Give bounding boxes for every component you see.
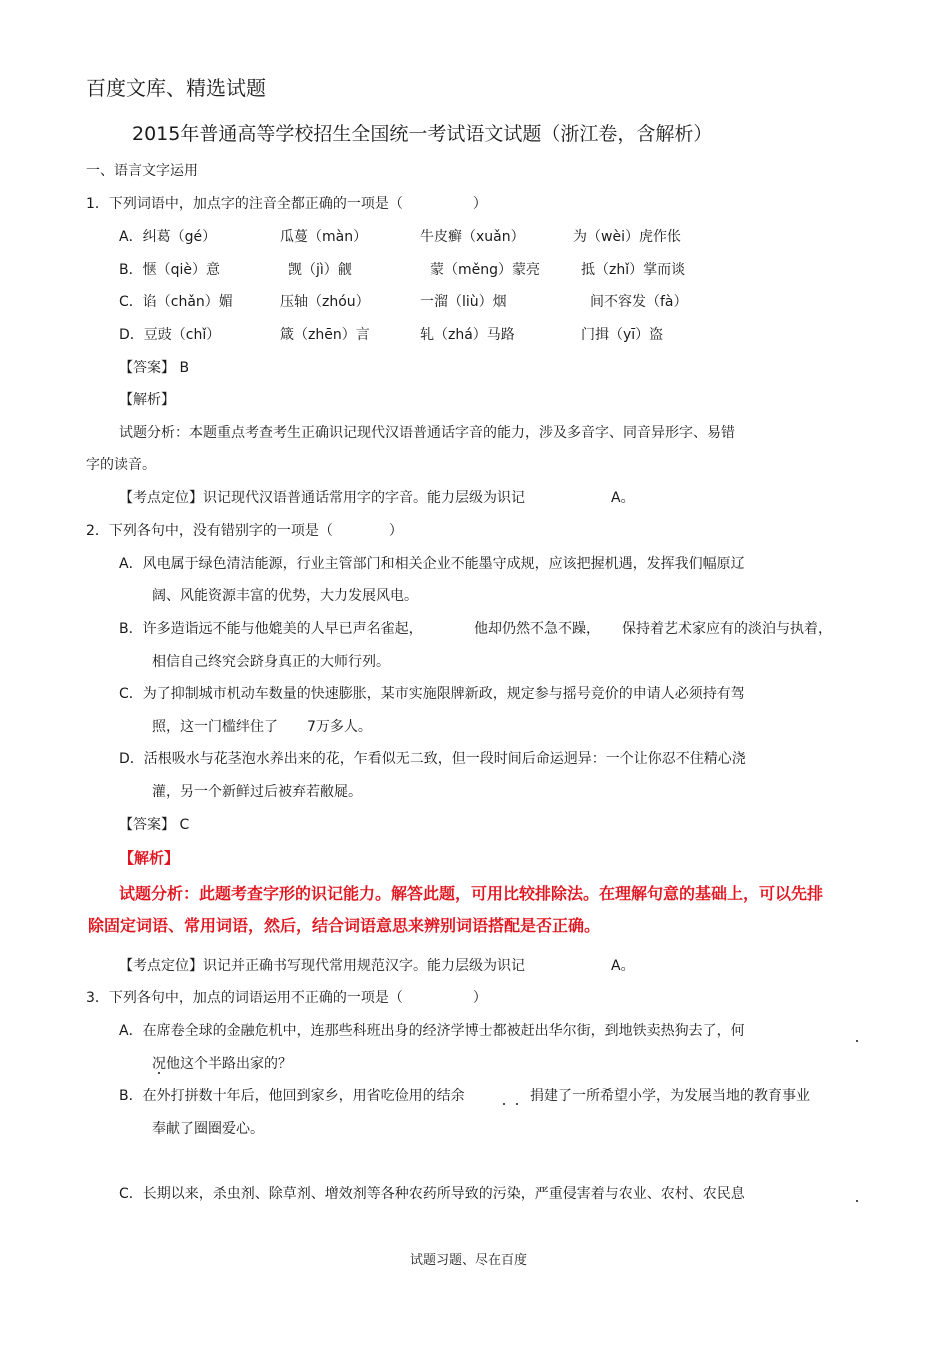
q3-b-line-1b: 捐建了一所希望小学，为发展当地的教育事业 xyxy=(530,1088,810,1104)
q2-d-line-2: 灌，另一个新鲜过后被弃若敝屣。 xyxy=(152,784,362,800)
emphasis-dot xyxy=(516,1103,518,1105)
q2-b-line-1c: 保持着艺术家应有的淡泊与执着， xyxy=(622,621,832,637)
q1-d-word-1: D．豆豉（chǐ） xyxy=(119,327,221,343)
q3-c-line-1: C．长期以来，杀虫剂、除草剂、增效剂等各种农药所导致的污染，严重侵害着与农业、农村、农民息 xyxy=(119,1186,745,1202)
q1-jiexi-label: 【解析】 xyxy=(119,392,175,408)
q3-b-line-1a: B．在外打拼数十年后，他回到家乡，用省吃俭用的结余 xyxy=(119,1088,465,1104)
q2-jiexi-label: 【解析】 xyxy=(119,849,180,867)
q1-c-word-4: 间不容发（fà） xyxy=(590,294,688,310)
q1-level: A。 xyxy=(611,490,635,506)
q1-a-word-1: A．纠葛（gé） xyxy=(119,229,217,245)
q1-b-word-1: B．惬（qiè）意 xyxy=(119,262,220,278)
q2-a-line-2: 阔、风能资源丰富的优势，大力发展风电。 xyxy=(152,588,418,604)
q1-d-word-4: 门揖（yī）盗 xyxy=(581,327,664,343)
emphasis-dot xyxy=(158,1072,160,1074)
q1-analysis-line-1: 试题分析：本题重点考查考生正确识记现代汉语普通话字音的能力，涉及多音字、同音异形字、易错 xyxy=(119,425,735,441)
page-title: 2015年普通高等学校招生全国统一考试语文试题（浙江卷，含解析） xyxy=(132,123,713,145)
q2-analysis-line-1: 试题分析：此题考查字形的识记能力。解答此题，可用比较排除法。在理解句意的基础上，可以先排 xyxy=(119,884,824,903)
q1-c-word-3: 一溜（liù）烟 xyxy=(420,294,507,310)
q1-b-word-2: 觊（jì）觎 xyxy=(288,262,352,278)
q1-a-word-4: 为（wèi）虎作伥 xyxy=(573,229,681,245)
q1-c-word-2: 压轴（zhóu） xyxy=(280,294,370,310)
q1-kaodian: 【考点定位】识记现代汉语普通话常用字的字音。能力层级为识记 xyxy=(119,490,525,506)
q1-d-word-2: 箴（zhēn）言 xyxy=(280,327,370,343)
page-footer: 试题习题、尽在百度 xyxy=(410,1253,528,1268)
q2-kaodian: 【考点定位】识记并正确书写现代常用规范汉字。能力层级为识记 xyxy=(119,958,525,974)
q2-answer: 【答案】 C xyxy=(119,817,190,833)
q2-a-line-1: A．风电属于绿色清洁能源，行业主管部门和相关企业不能墨守成规，应该把握机遇，发挥我们幅原辽 xyxy=(119,556,745,572)
q1-stem: 1．下列词语中，加点字的注音全都正确的一项是（ ） xyxy=(86,196,487,212)
q1-b-word-4: 抵（zhǐ）掌而谈 xyxy=(581,262,686,278)
q3-a-line-1: A．在席卷全球的金融危机中，连那些科班出身的经济学博士都被赶出华尔街，到地铁卖热狗去了，何 xyxy=(119,1023,745,1039)
q1-c-word-1: C．谄（chǎn）媚 xyxy=(119,294,233,310)
q1-a-word-3: 牛皮癣（xuǎn） xyxy=(420,229,525,245)
q1-b-word-3: 蒙（měng）蒙亮 xyxy=(430,262,541,278)
q2-c-line-1: C．为了抑制城市机动车数量的快速膨胀，某市实施限牌新政，规定参与摇号竞价的申请人必须持有驾 xyxy=(119,686,745,702)
emphasis-dot xyxy=(503,1103,505,1105)
q2-b-line-1b: 他却仍然不急不躁， xyxy=(474,621,600,637)
q3-a-line-2: 况他这个半路出家的？ xyxy=(152,1056,292,1072)
q2-level: A。 xyxy=(611,958,635,974)
q2-d-line-1: D．活根吸水与花茎泡水养出来的花，乍看似无二致，但一段时间后命运迥异：一个让你忍不住精心浇 xyxy=(119,751,746,767)
emphasis-dot xyxy=(856,1200,858,1202)
q1-d-word-3: 轧（zhá）马路 xyxy=(420,327,515,343)
section-heading: 一、语言文字运用 xyxy=(86,163,198,179)
q1-answer: 【答案】 B xyxy=(119,360,190,376)
q1-analysis-line-2: 字的读音。 xyxy=(86,457,156,473)
q2-b-line-1a: B．许多造诣远不能与他媲美的人早已声名雀起， xyxy=(119,621,423,637)
q2-b-line-2: 相信自己终究会跻身真正的大师行列。 xyxy=(152,654,390,670)
q2-analysis-line-2: 除固定词语、常用词语，然后，结合词语意思来辨别词语搭配是否正确。 xyxy=(88,916,601,935)
q3-b-line-2: 奉献了圈圈爱心。 xyxy=(152,1121,264,1137)
emphasis-dot xyxy=(856,1040,858,1042)
q2-stem: 2．下列各句中，没有错别字的一项是（ ） xyxy=(86,523,403,539)
site-header: 百度文库、精选试题 xyxy=(86,76,266,100)
q3-stem: 3．下列各句中，加点的词语运用不正确的一项是（ ） xyxy=(86,990,487,1006)
q2-c-line-2a: 照，这一门槛绊住了 xyxy=(152,719,278,735)
q1-a-word-2: 瓜蔓（màn） xyxy=(280,229,368,245)
q2-c-line-2b: 7万多人。 xyxy=(307,719,372,735)
